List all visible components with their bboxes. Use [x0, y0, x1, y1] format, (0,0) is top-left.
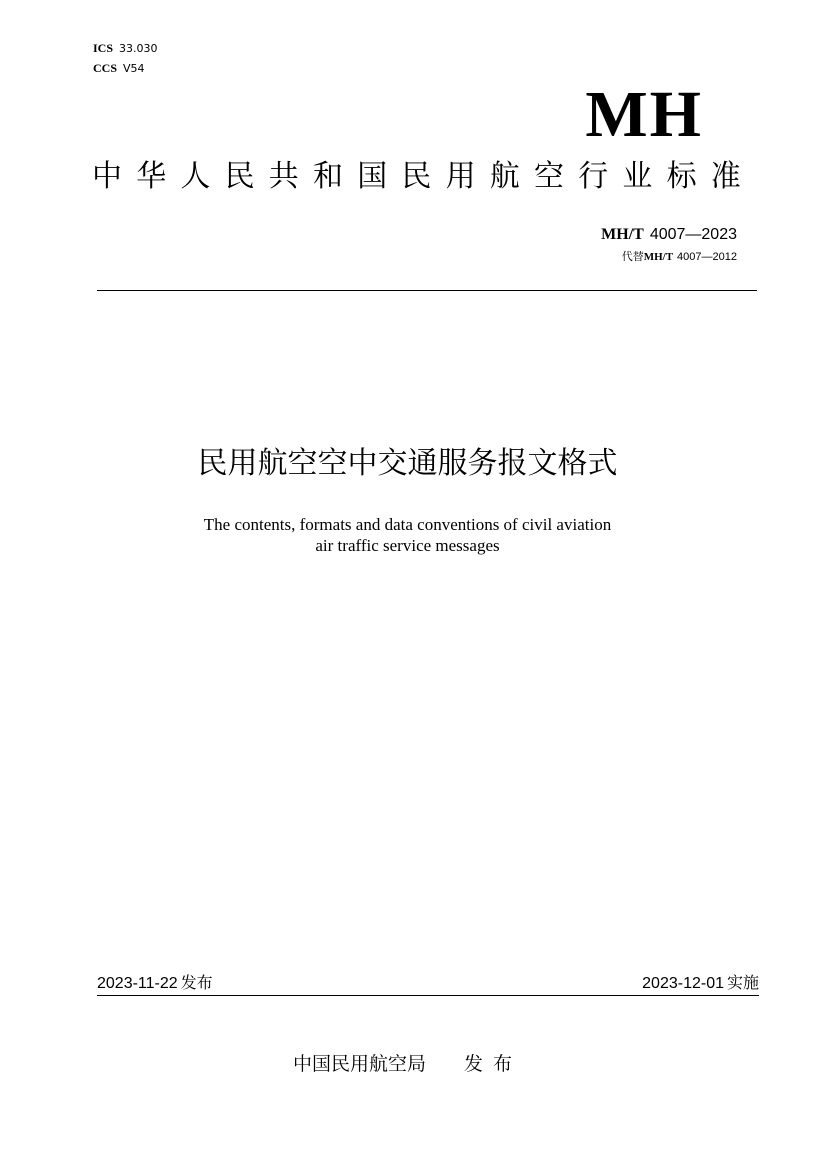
ccs-label: CCS [93, 61, 118, 75]
document-title-en-line2: air traffic service messages [315, 536, 500, 555]
standard-number [601, 224, 737, 245]
ics-label: ICS [93, 41, 114, 55]
replaces-standard [622, 249, 737, 265]
standard-category: 中华人民共和国民用航空行业标准 [92, 159, 755, 194]
header-divider [97, 290, 757, 291]
issue-date-label: 发布 [180, 973, 213, 992]
replaces-number: 4007—2012 [677, 251, 737, 263]
effective-date [642, 972, 759, 995]
ccs-line [93, 60, 145, 77]
effective-date-label: 实施 [726, 973, 759, 992]
ccs-value: V54 [123, 62, 145, 75]
ics-line [93, 40, 158, 57]
ics-value: 33.030 [119, 42, 158, 55]
document-title-en-line1: The contents, formats and data conventions of civil aviation [203, 515, 612, 534]
publisher [0, 1051, 815, 1077]
standard-number-prefix: MH/T [601, 226, 644, 243]
document-title-en [0, 514, 815, 556]
publisher-name: 中国民用航空局 [292, 1053, 426, 1075]
publisher-action: 发布 [464, 1053, 523, 1075]
replaces-prefix: MH/T [643, 251, 674, 263]
replaces-label: 代替 [621, 250, 644, 263]
footer-divider [97, 995, 759, 996]
issue-date-value: 2023-11-22 [97, 975, 178, 992]
standard-number-value: 4007—2023 [649, 226, 737, 243]
issue-date [97, 972, 213, 995]
standard-mark: MH [585, 78, 703, 151]
document-title-zh: 民用航空空中交通服务报文格式 [197, 446, 618, 481]
effective-date-value: 2023-12-01 [642, 975, 724, 992]
